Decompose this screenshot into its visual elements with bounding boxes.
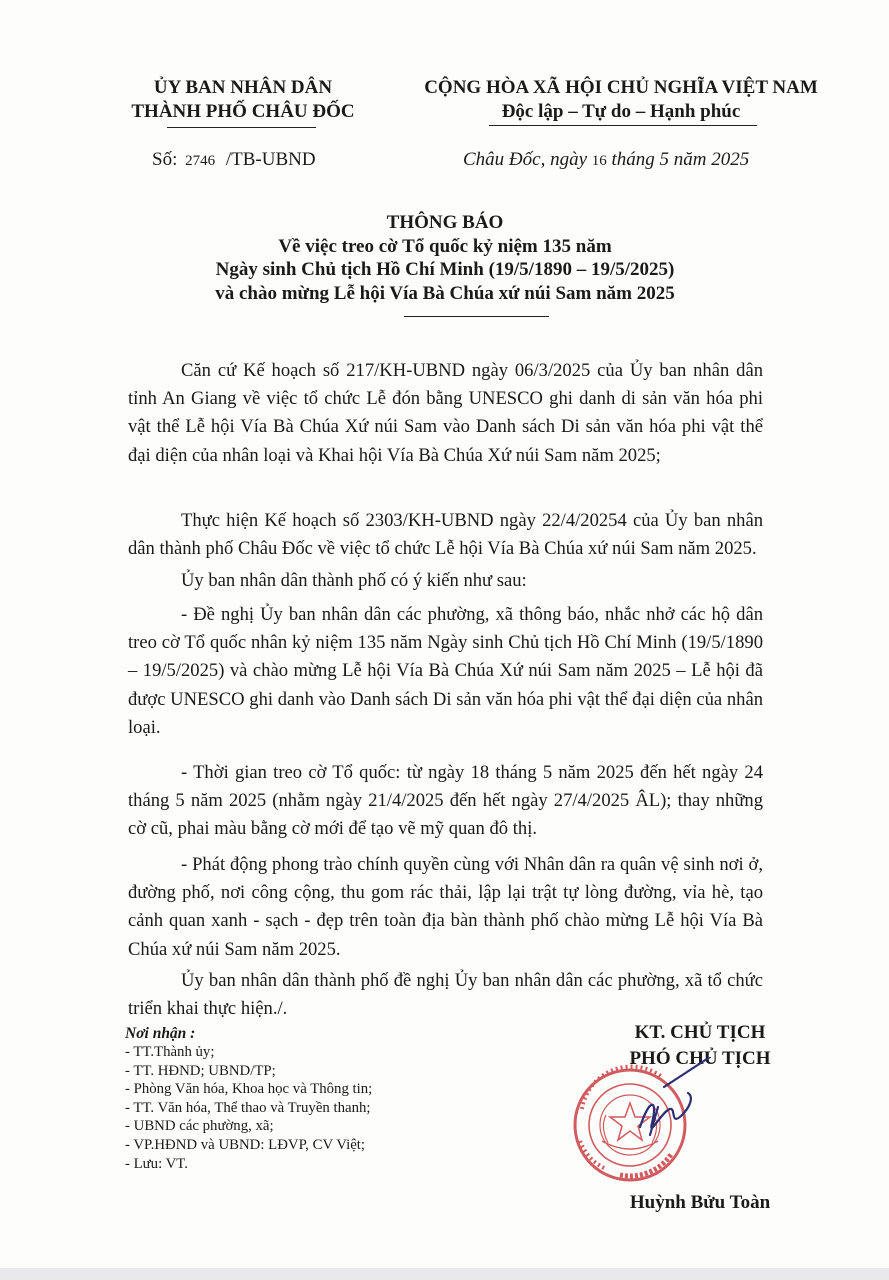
signature-role-line1: KT. CHỦ TỊCH bbox=[634, 1022, 766, 1043]
recipient-item: - TT.Thành ủy; bbox=[125, 1044, 215, 1060]
date-day: 16 bbox=[591, 153, 607, 169]
paragraph-implementation: Thực hiện Kế hoạch số 2303/KH-UBND ngày 22/4/20254 của Ủy ban nhân dân thành phố Châu Đốc về việc tổ chức Lễ hội Vía Bà Chúa xứ núi Sam năm 2025. bbox=[128, 510, 763, 560]
paragraph-closing: Ủy ban nhân dân thành phố đề nghị Ủy ban nhân dân các phường, xã tổ chức triển khai thực hiện./. bbox=[128, 970, 763, 1020]
paragraph-opinion: Ủy ban nhân dân thành phố có ý kiến như sau: bbox=[181, 570, 527, 591]
number-suffix: /TB-UBND bbox=[225, 149, 316, 170]
agency-line2: THÀNH PHỐ CHÂU ĐỐC bbox=[131, 101, 355, 122]
paragraph-campaign: - Phát động phong trào chính quyền cùng với Nhân dân ra quân vệ sinh nơi ở, đường phố, nơi công cộng, thu gom rác thải, lập lại trật tự lòng đường, vỉa hè, tạo cảnh quan xanh - sạch - đẹp trên toàn địa bàn thành phố chào mừng Lễ hội Vía Bà Chúa xứ núi Sam năm 2025. bbox=[128, 854, 763, 960]
title-subject-line1: Về việc treo cờ Tổ quốc kỷ niệm 135 năm bbox=[278, 235, 612, 257]
date-rest: tháng 5 năm 2025 bbox=[611, 149, 750, 170]
recipient-item: - TT. HĐND; UBND/TP; bbox=[125, 1062, 276, 1079]
number-prefix: Số: bbox=[152, 149, 178, 170]
agency-underline bbox=[167, 127, 316, 128]
title-underline bbox=[404, 316, 549, 317]
official-seal bbox=[562, 1057, 722, 1187]
title-heading: THÔNG BÁO bbox=[386, 212, 504, 233]
number-value: 2746 bbox=[185, 153, 216, 169]
recipient-item: - Phòng Văn hóa, Khoa học và Thông tin; bbox=[125, 1081, 373, 1098]
title-subject-line2: Ngày sinh Chủ tịch Hồ Chí Minh (19/5/1890 – 19/5/2025) bbox=[215, 259, 675, 280]
recipient-item: - TT. Văn hóa, Thể thao và Truyền thanh; bbox=[125, 1099, 371, 1116]
nation-line2: Độc lập – Tự do – Hạnh phúc bbox=[501, 101, 741, 122]
nation-line1: CỘNG HÒA XÃ HỘI CHỦ NGHĨA VIỆT NAM bbox=[424, 77, 818, 98]
paragraph-flag-period: - Thời gian treo cờ Tổ quốc: từ ngày 18 tháng 5 năm 2025 đến hết ngày 24 tháng 5 năm 2025 (nhằm ngày 21/4/2025 đến hết ngày 27/4/2025 ÂL); thay những cờ cũ, phai màu bằng cờ mới để tạo vẽ mỹ quan đô thị. bbox=[128, 762, 763, 840]
title-block bbox=[180, 211, 710, 305]
recipients-block bbox=[125, 1024, 372, 1173]
paragraph-request: - Đề nghị Ủy ban nhân dân các phường, xã thông báo, nhắc nhở các hộ dân treo cờ Tổ quốc nhân kỷ niệm 135 năm Ngày sinh Chủ tịch Hồ Chí Minh (19/5/1890 – 19/5/2025) và chào mừng Lễ hội Vía Bà Chúa Xứ núi Sam năm 2025 – Lễ hội đã được UNESCO ghi danh vào Danh sách Di sản văn hóa phi vật thể đại diện của nhân loại. bbox=[128, 604, 763, 738]
place-date bbox=[463, 149, 749, 171]
recipient-item: - UBND các phường, xã; bbox=[125, 1118, 274, 1135]
recipients-heading: Nơi nhận : bbox=[125, 1025, 196, 1042]
document-number bbox=[152, 149, 316, 171]
motto-underline bbox=[489, 125, 757, 126]
title-subject-line3: và chào mừng Lễ hội Vía Bà Chúa xứ núi Sam năm 2025 bbox=[215, 282, 675, 304]
paragraph-basis: Căn cứ Kế hoạch số 217/KH-UBND ngày 06/3/2025 của Ủy ban nhân dân tỉnh An Giang về việc tổ chức Lễ đón bằng UNESCO ghi danh di sản văn hóa phi vật thể Lễ hội Vía Bà Chúa Xứ núi Sam vào Danh sách Di sản văn hóa phi vật thể đại diện của nhân loại và Khai hội Vía Bà Chúa Xứ núi Sam năm 2025; bbox=[128, 360, 763, 466]
date-place: Châu Đốc, ngày bbox=[463, 149, 588, 170]
recipient-item: - VP.HĐND và UBND: LĐVP, CV Việt; bbox=[125, 1136, 365, 1153]
agency-line1: ỦY BAN NHÂN DÂN bbox=[153, 77, 333, 98]
signature-role-line2: PHÓ CHỦ TỊCH bbox=[629, 1048, 771, 1069]
nation-block bbox=[398, 76, 844, 124]
agency-block bbox=[112, 76, 374, 124]
signer-name: Huỳnh Bửu Toàn bbox=[629, 1192, 771, 1213]
recipient-item: - Lưu: VT. bbox=[125, 1155, 188, 1172]
